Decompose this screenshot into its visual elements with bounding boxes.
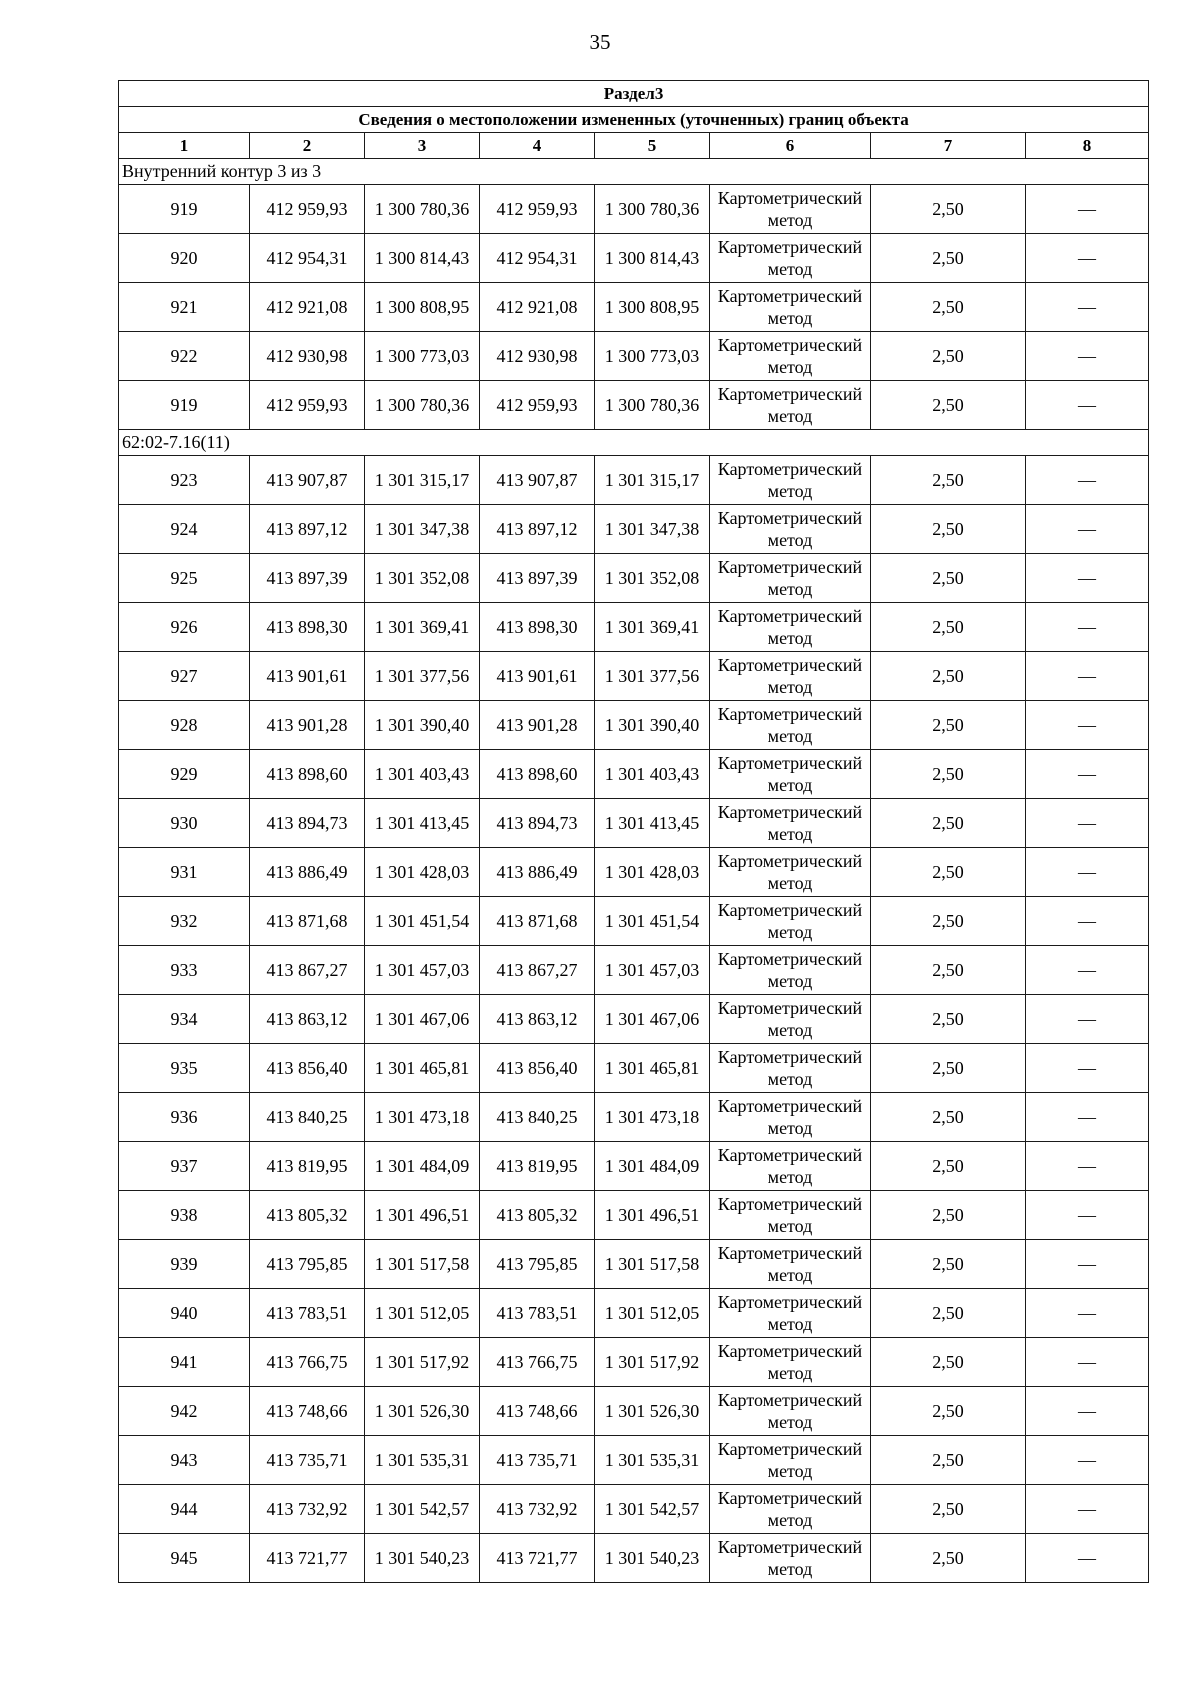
- x-coordinate-cell: 413 897,39: [480, 554, 595, 603]
- method-cell: Картометрический метод: [710, 1338, 871, 1387]
- point-number-cell: 939: [119, 1240, 250, 1289]
- empty-mark-cell: —: [1026, 505, 1149, 554]
- table-row: [119, 995, 1149, 1044]
- method-cell: Картометрический метод: [710, 750, 871, 799]
- y-coordinate-cell: 1 300 814,43: [365, 234, 480, 283]
- table-row: [119, 234, 1149, 283]
- y-coordinate-cell: 1 300 808,95: [365, 283, 480, 332]
- table-row: [119, 332, 1149, 381]
- method-cell: Картометрический метод: [710, 1142, 871, 1191]
- x-coordinate-cell: 413 898,60: [250, 750, 365, 799]
- y-coordinate-cell: 1 300 780,36: [595, 381, 710, 430]
- x-coordinate-cell: 412 959,93: [480, 381, 595, 430]
- method-cell: Картометрический метод: [710, 332, 871, 381]
- section-title: Раздел3: [119, 81, 1149, 107]
- y-coordinate-cell: 1 301 467,06: [365, 995, 480, 1044]
- empty-mark-cell: —: [1026, 701, 1149, 750]
- contour-label: Внутренний контур 3 из 3: [119, 159, 1149, 185]
- method-cell: Картометрический метод: [710, 1044, 871, 1093]
- x-coordinate-cell: 413 901,28: [250, 701, 365, 750]
- accuracy-cell: 2,50: [871, 1044, 1026, 1093]
- accuracy-cell: 2,50: [871, 652, 1026, 701]
- point-number-cell: 945: [119, 1534, 250, 1583]
- y-coordinate-cell: 1 301 517,58: [595, 1240, 710, 1289]
- table-row: [119, 554, 1149, 603]
- x-coordinate-cell: 412 930,98: [250, 332, 365, 381]
- y-coordinate-cell: 1 301 428,03: [595, 848, 710, 897]
- point-number-cell: 923: [119, 456, 250, 505]
- x-coordinate-cell: 413 783,51: [250, 1289, 365, 1338]
- x-coordinate-cell: 413 897,12: [480, 505, 595, 554]
- y-coordinate-cell: 1 301 347,38: [365, 505, 480, 554]
- method-cell: Картометрический метод: [710, 848, 871, 897]
- accuracy-cell: 2,50: [871, 554, 1026, 603]
- point-number-cell: 936: [119, 1093, 250, 1142]
- y-coordinate-cell: 1 301 465,81: [595, 1044, 710, 1093]
- method-cell: Картометрический метод: [710, 234, 871, 283]
- empty-mark-cell: —: [1026, 554, 1149, 603]
- x-coordinate-cell: 413 901,61: [480, 652, 595, 701]
- y-coordinate-cell: 1 301 352,08: [595, 554, 710, 603]
- x-coordinate-cell: 413 795,85: [480, 1240, 595, 1289]
- point-number-cell: 919: [119, 185, 250, 234]
- y-coordinate-cell: 1 301 413,45: [595, 799, 710, 848]
- x-coordinate-cell: 413 856,40: [480, 1044, 595, 1093]
- empty-mark-cell: —: [1026, 1534, 1149, 1583]
- accuracy-cell: 2,50: [871, 848, 1026, 897]
- point-number-cell: 931: [119, 848, 250, 897]
- accuracy-cell: 2,50: [871, 1289, 1026, 1338]
- y-coordinate-cell: 1 301 542,57: [365, 1485, 480, 1534]
- y-coordinate-cell: 1 301 473,18: [595, 1093, 710, 1142]
- method-cell: Картометрический метод: [710, 1436, 871, 1485]
- x-coordinate-cell: 413 898,30: [480, 603, 595, 652]
- empty-mark-cell: —: [1026, 1044, 1149, 1093]
- point-number-cell: 929: [119, 750, 250, 799]
- empty-mark-cell: —: [1026, 799, 1149, 848]
- method-cell: Картометрический метод: [710, 185, 871, 234]
- y-coordinate-cell: 1 300 780,36: [365, 185, 480, 234]
- y-coordinate-cell: 1 301 403,43: [365, 750, 480, 799]
- x-coordinate-cell: 413 898,30: [250, 603, 365, 652]
- empty-mark-cell: —: [1026, 283, 1149, 332]
- table-title: Сведения о местоположении измененных (уточненных) границ объекта: [119, 107, 1149, 133]
- y-coordinate-cell: 1 301 465,81: [365, 1044, 480, 1093]
- method-cell: Картометрический метод: [710, 701, 871, 750]
- y-coordinate-cell: 1 300 814,43: [595, 234, 710, 283]
- y-coordinate-cell: 1 301 496,51: [595, 1191, 710, 1240]
- point-number-cell: 920: [119, 234, 250, 283]
- table-row: [119, 946, 1149, 995]
- method-cell: Картометрический метод: [710, 456, 871, 505]
- x-coordinate-cell: 413 748,66: [480, 1387, 595, 1436]
- contour-label: 62:02-7.16(11): [119, 430, 1149, 456]
- point-number-cell: 934: [119, 995, 250, 1044]
- y-coordinate-cell: 1 301 369,41: [365, 603, 480, 652]
- table-row: [119, 1289, 1149, 1338]
- y-coordinate-cell: 1 301 473,18: [365, 1093, 480, 1142]
- empty-mark-cell: —: [1026, 1093, 1149, 1142]
- accuracy-cell: 2,50: [871, 1191, 1026, 1240]
- empty-mark-cell: —: [1026, 185, 1149, 234]
- method-cell: Картометрический метод: [710, 1240, 871, 1289]
- table-row: [119, 1338, 1149, 1387]
- y-coordinate-cell: 1 301 451,54: [595, 897, 710, 946]
- point-number-cell: 925: [119, 554, 250, 603]
- empty-mark-cell: —: [1026, 848, 1149, 897]
- table-row: [119, 1534, 1149, 1583]
- x-coordinate-cell: 413 894,73: [250, 799, 365, 848]
- accuracy-cell: 2,50: [871, 456, 1026, 505]
- x-coordinate-cell: 413 886,49: [480, 848, 595, 897]
- empty-mark-cell: —: [1026, 1191, 1149, 1240]
- accuracy-cell: 2,50: [871, 1142, 1026, 1191]
- y-coordinate-cell: 1 301 352,08: [365, 554, 480, 603]
- empty-mark-cell: —: [1026, 332, 1149, 381]
- x-coordinate-cell: 413 867,27: [480, 946, 595, 995]
- y-coordinate-cell: 1 301 540,23: [595, 1534, 710, 1583]
- x-coordinate-cell: 412 954,31: [480, 234, 595, 283]
- y-coordinate-cell: 1 301 484,09: [365, 1142, 480, 1191]
- method-cell: Картометрический метод: [710, 995, 871, 1044]
- table-row: [119, 750, 1149, 799]
- empty-mark-cell: —: [1026, 456, 1149, 505]
- accuracy-cell: 2,50: [871, 1387, 1026, 1436]
- x-coordinate-cell: 413 897,12: [250, 505, 365, 554]
- column-header: 3: [365, 133, 480, 159]
- accuracy-cell: 2,50: [871, 897, 1026, 946]
- method-cell: Картометрический метод: [710, 381, 871, 430]
- contour-label-row: [119, 430, 1149, 456]
- column-header: 1: [119, 133, 250, 159]
- y-coordinate-cell: 1 300 780,36: [365, 381, 480, 430]
- x-coordinate-cell: 413 907,87: [250, 456, 365, 505]
- x-coordinate-cell: 413 897,39: [250, 554, 365, 603]
- accuracy-cell: 2,50: [871, 1240, 1026, 1289]
- x-coordinate-cell: 413 721,77: [250, 1534, 365, 1583]
- y-coordinate-cell: 1 301 428,03: [365, 848, 480, 897]
- x-coordinate-cell: 413 863,12: [250, 995, 365, 1044]
- y-coordinate-cell: 1 301 517,92: [365, 1338, 480, 1387]
- empty-mark-cell: —: [1026, 1338, 1149, 1387]
- x-coordinate-cell: 412 959,93: [250, 185, 365, 234]
- page-number: 35: [589, 30, 611, 54]
- y-coordinate-cell: 1 301 390,40: [365, 701, 480, 750]
- accuracy-cell: 2,50: [871, 1534, 1026, 1583]
- point-number-cell: 933: [119, 946, 250, 995]
- point-number-cell: 921: [119, 283, 250, 332]
- y-coordinate-cell: 1 301 484,09: [595, 1142, 710, 1191]
- x-coordinate-cell: 413 735,71: [250, 1436, 365, 1485]
- x-coordinate-cell: 412 954,31: [250, 234, 365, 283]
- table-row: [119, 505, 1149, 554]
- table-row: [119, 283, 1149, 332]
- x-coordinate-cell: 413 863,12: [480, 995, 595, 1044]
- x-coordinate-cell: 413 886,49: [250, 848, 365, 897]
- y-coordinate-cell: 1 301 512,05: [365, 1289, 480, 1338]
- method-cell: Картометрический метод: [710, 283, 871, 332]
- y-coordinate-cell: 1 300 773,03: [365, 332, 480, 381]
- y-coordinate-cell: 1 301 457,03: [365, 946, 480, 995]
- table-row: [119, 1240, 1149, 1289]
- accuracy-cell: 2,50: [871, 799, 1026, 848]
- accuracy-cell: 2,50: [871, 381, 1026, 430]
- accuracy-cell: 2,50: [871, 1485, 1026, 1534]
- y-coordinate-cell: 1 301 315,17: [595, 456, 710, 505]
- table-row: [119, 185, 1149, 234]
- point-number-cell: 922: [119, 332, 250, 381]
- point-number-cell: 919: [119, 381, 250, 430]
- method-cell: Картометрический метод: [710, 1485, 871, 1534]
- point-number-cell: 938: [119, 1191, 250, 1240]
- method-cell: Картометрический метод: [710, 946, 871, 995]
- point-number-cell: 930: [119, 799, 250, 848]
- x-coordinate-cell: 413 795,85: [250, 1240, 365, 1289]
- y-coordinate-cell: 1 301 540,23: [365, 1534, 480, 1583]
- y-coordinate-cell: 1 301 535,31: [365, 1436, 480, 1485]
- y-coordinate-cell: 1 301 467,06: [595, 995, 710, 1044]
- accuracy-cell: 2,50: [871, 946, 1026, 995]
- column-header-row: [119, 133, 1149, 159]
- table-row: [119, 381, 1149, 430]
- y-coordinate-cell: 1 301 403,43: [595, 750, 710, 799]
- boundary-coordinates-table: [118, 80, 1149, 1583]
- y-coordinate-cell: 1 301 377,56: [365, 652, 480, 701]
- y-coordinate-cell: 1 301 377,56: [595, 652, 710, 701]
- x-coordinate-cell: 413 766,75: [480, 1338, 595, 1387]
- point-number-cell: 932: [119, 897, 250, 946]
- method-cell: Картометрический метод: [710, 799, 871, 848]
- point-number-cell: 942: [119, 1387, 250, 1436]
- table-title-row: [119, 107, 1149, 133]
- x-coordinate-cell: 413 805,32: [250, 1191, 365, 1240]
- accuracy-cell: 2,50: [871, 603, 1026, 652]
- method-cell: Картометрический метод: [710, 1191, 871, 1240]
- x-coordinate-cell: 412 959,93: [480, 185, 595, 234]
- y-coordinate-cell: 1 301 390,40: [595, 701, 710, 750]
- point-number-cell: 927: [119, 652, 250, 701]
- empty-mark-cell: —: [1026, 1485, 1149, 1534]
- accuracy-cell: 2,50: [871, 1338, 1026, 1387]
- table-row: [119, 1436, 1149, 1485]
- x-coordinate-cell: 413 721,77: [480, 1534, 595, 1583]
- accuracy-cell: 2,50: [871, 505, 1026, 554]
- x-coordinate-cell: 413 819,95: [250, 1142, 365, 1191]
- point-number-cell: 935: [119, 1044, 250, 1093]
- point-number-cell: 924: [119, 505, 250, 554]
- column-header: 7: [871, 133, 1026, 159]
- y-coordinate-cell: 1 301 369,41: [595, 603, 710, 652]
- table-row: [119, 799, 1149, 848]
- x-coordinate-cell: 413 732,92: [480, 1485, 595, 1534]
- x-coordinate-cell: 413 901,28: [480, 701, 595, 750]
- column-header: 5: [595, 133, 710, 159]
- column-header: 2: [250, 133, 365, 159]
- y-coordinate-cell: 1 301 542,57: [595, 1485, 710, 1534]
- table-row: [119, 456, 1149, 505]
- x-coordinate-cell: 413 840,25: [250, 1093, 365, 1142]
- method-cell: Картометрический метод: [710, 1387, 871, 1436]
- accuracy-cell: 2,50: [871, 234, 1026, 283]
- y-coordinate-cell: 1 300 773,03: [595, 332, 710, 381]
- y-coordinate-cell: 1 301 517,58: [365, 1240, 480, 1289]
- y-coordinate-cell: 1 301 413,45: [365, 799, 480, 848]
- x-coordinate-cell: 413 805,32: [480, 1191, 595, 1240]
- y-coordinate-cell: 1 300 780,36: [595, 185, 710, 234]
- empty-mark-cell: —: [1026, 995, 1149, 1044]
- accuracy-cell: 2,50: [871, 995, 1026, 1044]
- method-cell: Картометрический метод: [710, 1289, 871, 1338]
- section-title-row: [119, 81, 1149, 107]
- y-coordinate-cell: 1 301 535,31: [595, 1436, 710, 1485]
- point-number-cell: 926: [119, 603, 250, 652]
- accuracy-cell: 2,50: [871, 283, 1026, 332]
- x-coordinate-cell: 413 748,66: [250, 1387, 365, 1436]
- method-cell: Картометрический метод: [710, 603, 871, 652]
- x-coordinate-cell: 413 898,60: [480, 750, 595, 799]
- x-coordinate-cell: 413 894,73: [480, 799, 595, 848]
- empty-mark-cell: —: [1026, 1436, 1149, 1485]
- x-coordinate-cell: 412 930,98: [480, 332, 595, 381]
- table-row: [119, 897, 1149, 946]
- x-coordinate-cell: 413 867,27: [250, 946, 365, 995]
- y-coordinate-cell: 1 301 315,17: [365, 456, 480, 505]
- y-coordinate-cell: 1 301 517,92: [595, 1338, 710, 1387]
- point-number-cell: 944: [119, 1485, 250, 1534]
- empty-mark-cell: —: [1026, 234, 1149, 283]
- empty-mark-cell: —: [1026, 603, 1149, 652]
- y-coordinate-cell: 1 301 496,51: [365, 1191, 480, 1240]
- column-header: 6: [710, 133, 871, 159]
- table-row: [119, 1191, 1149, 1240]
- empty-mark-cell: —: [1026, 1142, 1149, 1191]
- x-coordinate-cell: 413 856,40: [250, 1044, 365, 1093]
- y-coordinate-cell: 1 301 512,05: [595, 1289, 710, 1338]
- empty-mark-cell: —: [1026, 1387, 1149, 1436]
- y-coordinate-cell: 1 301 347,38: [595, 505, 710, 554]
- table-row: [119, 603, 1149, 652]
- table-row: [119, 848, 1149, 897]
- method-cell: Картометрический метод: [710, 1534, 871, 1583]
- y-coordinate-cell: 1 301 526,30: [595, 1387, 710, 1436]
- x-coordinate-cell: 413 901,61: [250, 652, 365, 701]
- y-coordinate-cell: 1 301 451,54: [365, 897, 480, 946]
- method-cell: Картометрический метод: [710, 1093, 871, 1142]
- accuracy-cell: 2,50: [871, 1436, 1026, 1485]
- x-coordinate-cell: 413 907,87: [480, 456, 595, 505]
- empty-mark-cell: —: [1026, 946, 1149, 995]
- point-number-cell: 941: [119, 1338, 250, 1387]
- table-row: [119, 1142, 1149, 1191]
- table-row: [119, 701, 1149, 750]
- table-row: [119, 1485, 1149, 1534]
- x-coordinate-cell: 413 840,25: [480, 1093, 595, 1142]
- point-number-cell: 940: [119, 1289, 250, 1338]
- x-coordinate-cell: 413 732,92: [250, 1485, 365, 1534]
- table-row: [119, 652, 1149, 701]
- y-coordinate-cell: 1 301 526,30: [365, 1387, 480, 1436]
- empty-mark-cell: —: [1026, 381, 1149, 430]
- x-coordinate-cell: 413 735,71: [480, 1436, 595, 1485]
- x-coordinate-cell: 413 766,75: [250, 1338, 365, 1387]
- point-number-cell: 943: [119, 1436, 250, 1485]
- point-number-cell: 937: [119, 1142, 250, 1191]
- empty-mark-cell: —: [1026, 897, 1149, 946]
- empty-mark-cell: —: [1026, 1289, 1149, 1338]
- point-number-cell: 928: [119, 701, 250, 750]
- x-coordinate-cell: 412 921,08: [480, 283, 595, 332]
- accuracy-cell: 2,50: [871, 701, 1026, 750]
- x-coordinate-cell: 412 959,93: [250, 381, 365, 430]
- y-coordinate-cell: 1 300 808,95: [595, 283, 710, 332]
- x-coordinate-cell: 413 871,68: [250, 897, 365, 946]
- empty-mark-cell: —: [1026, 652, 1149, 701]
- method-cell: Картометрический метод: [710, 652, 871, 701]
- accuracy-cell: 2,50: [871, 332, 1026, 381]
- column-header: 4: [480, 133, 595, 159]
- accuracy-cell: 2,50: [871, 185, 1026, 234]
- empty-mark-cell: —: [1026, 750, 1149, 799]
- method-cell: Картометрический метод: [710, 554, 871, 603]
- y-coordinate-cell: 1 301 457,03: [595, 946, 710, 995]
- x-coordinate-cell: 413 871,68: [480, 897, 595, 946]
- empty-mark-cell: —: [1026, 1240, 1149, 1289]
- accuracy-cell: 2,50: [871, 750, 1026, 799]
- method-cell: Картометрический метод: [710, 505, 871, 554]
- accuracy-cell: 2,50: [871, 1093, 1026, 1142]
- x-coordinate-cell: 413 783,51: [480, 1289, 595, 1338]
- table-row: [119, 1093, 1149, 1142]
- table-row: [119, 1044, 1149, 1093]
- column-header: 8: [1026, 133, 1149, 159]
- x-coordinate-cell: 412 921,08: [250, 283, 365, 332]
- x-coordinate-cell: 413 819,95: [480, 1142, 595, 1191]
- table-row: [119, 1387, 1149, 1436]
- method-cell: Картометрический метод: [710, 897, 871, 946]
- contour-label-row: [119, 159, 1149, 185]
